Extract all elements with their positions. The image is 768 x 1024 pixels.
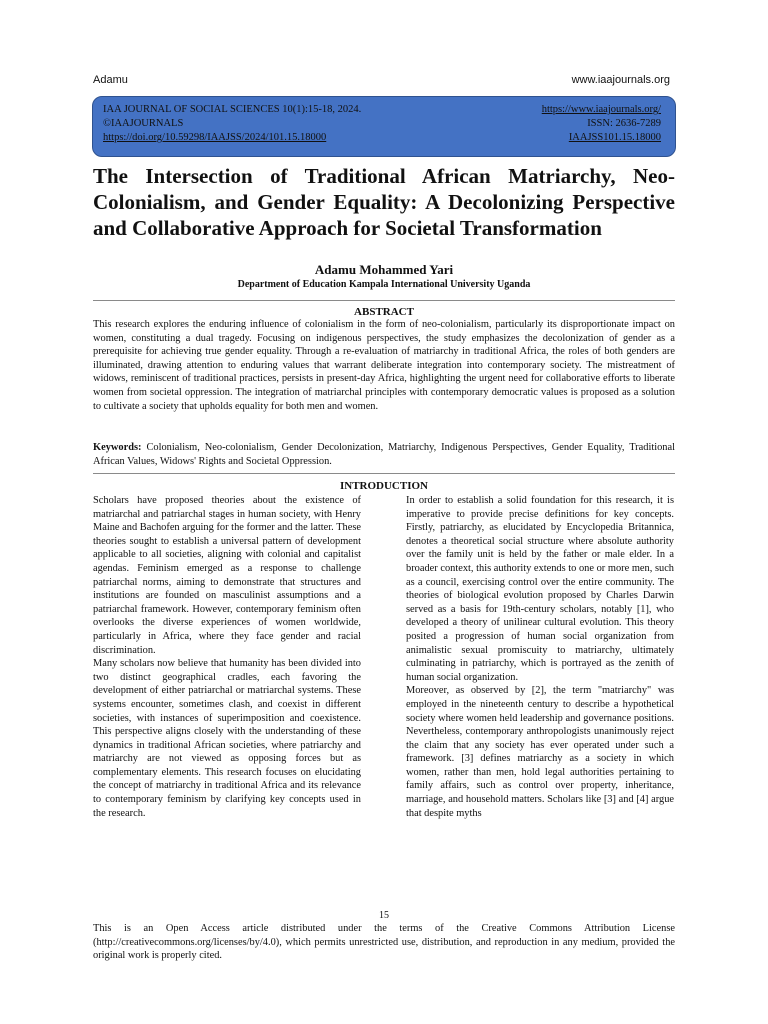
keywords <box>93 441 675 468</box>
license-notice: This is an Open Access article distributed under the terms of the Creative Commons Attribution License (http://creativecommons.org/licenses/by/4.0), which permits unrestricted use, distribution, and reproduction in any medium, provided the original work is properly cited. <box>93 923 675 962</box>
issn-label: ISSN: 2636-7289 <box>587 118 661 129</box>
abstract-text: This research explores the enduring influence of colonialism in the form of neo-colonialism, particularly its disproportionate impact on women, constituting a dual tragedy. Focusing on indigenous perspectives, the study emphasizes the decolonization of gender as a prerequisite for achieving true gender equality. Through a re-evaluation of matriarchy in traditional Africa, the roles of both genders are illuminated, drawing attention to enduring values that warrant deliberate integration into contemporary society. The mistreatment of widows, reminiscent of traditional practices, persists in present-day Africa, highlighting the urgent need for collaborative efforts to liberate women from societal oppression. The integration of matriarchal principles with contemporary democratic values is proposed as a solution to cultivate a society that upholds equality for both men and women. <box>93 319 675 412</box>
journal-name: IAA JOURNAL OF SOCIAL SCIENCES 10(1):15-18, 2024. <box>103 104 362 115</box>
author-affiliation: Department of Education Kampala International University Uganda <box>237 279 531 290</box>
publisher-label: ©IAAJOURNALS <box>103 118 184 129</box>
intro-paragraph: In order to establish a solid foundation for this research, it is imperative to provide precise definitions for key concepts. Firstly, patriarchy, as elucidated by Encyclopedia Britannica, denotes a theoretical social structure where absolute authority over the family unit is held by the father or male elder. In a broader context, this authority extends to one or more men, such as a council, exercising control over the entire community. The theories of biological evolution proposed by Charles Darwin served as a basis for 19th-century scholars, notably [1], who developed a theory of unilinear cultural evolution. This theory posited a progression of human social organization from animalistic sexual promiscuity to matriarchy, ultimately culminating in patriarchy, which is portrayed as the zenith of human social organization. <box>406 495 674 683</box>
keywords-list: Colonialism, Neo-colonialism, Gender Decolonization, Matriarchy, Indigenous Perspectives, Gender Equality, Traditional African Values, Widows' Rights and Societal Oppression. <box>93 442 675 467</box>
intro-left-column <box>93 494 361 904</box>
intro-right-column <box>406 494 674 904</box>
running-header-site[interactable]: www.iaajournals.org <box>571 74 670 86</box>
intro-paragraph: Many scholars now believe that humanity has been divided into two distinct geographical cradles, each favoring the development of either patriarchal or matriarchal systems. These systems encounter, sometimes clash, and coexist in different societies, with instances of superimposition and coexistence. This perspective aligns closely with the understanding of these dynamics in traditional African societies, where patriarchy and matriarchy are not viewed as opposing forces but as complementary elements. This research focuses on elucidating the concept of matriarchy in traditional Africa and its relevance to contemporary feminism by clarifying key concepts used in the research. <box>93 658 361 819</box>
page-number: 15 <box>379 910 389 921</box>
keywords-label: Keywords: <box>93 442 142 453</box>
journal-banner <box>92 96 676 157</box>
article-id-link[interactable]: IAAJSS101.15.18000 <box>568 132 661 143</box>
article-title: The Intersection of Traditional African Matriarchy, Neo-Colonialism, and Gender Equality: A Decolonizing Perspective and Collaborative Approach for Societal Transformation <box>93 164 675 240</box>
divider-intro <box>93 473 675 474</box>
doi-link[interactable]: https://doi.org/10.59298/IAAJSS/2024/101.15.18000 <box>103 132 327 143</box>
intro-paragraph: Moreover, as observed by [2], the term "matriarchy" was employed in the nineteenth century to describe a hypothetical society where women held leadership and governance positions. Nevertheless, contemporary anthropologists unanimously reject the claim that any society has ever operated under such a framework. [3] defines matriarchy as a society in which women, rather than men, hold legal authorities pertaining to family affairs, such as control over property, inheritance, marriage, and household matters. Scholars like [3] and [4] argue that despite myths <box>406 685 674 819</box>
intro-paragraph: Scholars have proposed theories about the existence of matriarchal and patriarchal stages in human society, with Henry Maine and Bachofen arguing for the former and the latter. These theories sought to establish a universal pattern of development applicable to all societies, aligning with colonial and capitalist agendas. Feminism emerged as a response to challenge patriarchal norms, aiming to demonstrate that structures and institutions are founded on masculinist assumptions and a patriarchal framework. However, contemporary feminism often overlooks the diverse experiences of women worldwide, particularly in Africa, where they face gender and racial discrimination. <box>93 495 361 656</box>
running-header-author: Adamu <box>93 74 128 86</box>
running-header <box>93 74 670 88</box>
introduction-heading: INTRODUCTION <box>339 480 428 492</box>
author-name: Adamu Mohammed Yari <box>314 262 454 277</box>
abstract-heading: ABSTRACT <box>354 306 414 318</box>
journal-url-link[interactable]: https://www.iaajournals.org/ <box>541 104 661 115</box>
divider-top <box>93 300 675 301</box>
